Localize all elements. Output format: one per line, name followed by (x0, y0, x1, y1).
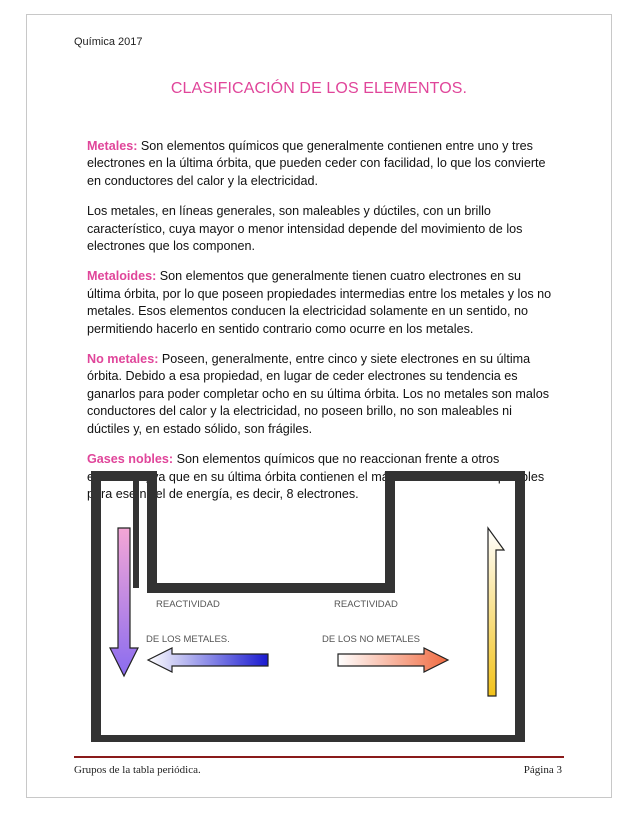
term-metales: Metales: (87, 139, 138, 153)
left-label-2: DE LOS METALES. (146, 634, 230, 645)
footer-left-text: Grupos de la tabla periódica. (74, 764, 201, 776)
nonmetals-arrow (338, 648, 448, 672)
paragraph-metales-2 (87, 203, 555, 255)
page-header: Química 2017 (74, 36, 143, 48)
paragraph-text: Los metales, en líneas generales, son maleables y dúctiles, con un brillo característico, cuya mayor o menor intensidad depende del movimiento de los electrones que los componen. (87, 204, 523, 254)
paragraph-text: Son elementos químicos que no reaccionan frente a otros elementos, ya que en su última órbita contienen el máximo de electrones posibles para ese nivel de energía, es decir, 8 electrones. (87, 452, 545, 501)
right-label-2: DE LOS NO METALES (322, 634, 421, 645)
term-no-metales: No metales: (87, 352, 159, 367)
term-gases-nobles: Gases nobles: (87, 452, 174, 467)
paragraph-text: Son elementos químicos que generalmente contienen entre uno y tres electrones en la última órbita, que pueden ceder con facilidad, lo que los convierte en conductores del calor y la electricidad. (87, 139, 546, 188)
page-title: CLASIFICACIÓN DE LOS ELEMENTOS. (170, 80, 468, 97)
body-content (87, 138, 555, 516)
footer-rule (74, 756, 564, 758)
paragraph-metales (87, 138, 555, 190)
reactivity-diagram (90, 470, 560, 742)
metals-arrow (148, 648, 268, 672)
left-label-1: REACTIVIDAD (156, 599, 220, 610)
paragraph-no-metales (87, 351, 555, 438)
right-label-1: REACTIVIDAD (334, 599, 398, 610)
term-metaloides: Metaloides: (87, 269, 157, 284)
paragraph-metaloides (87, 268, 555, 338)
paragraph-text: Poseen, generalmente, entre cinco y siete electrones en su última órbita. Debido a esa propiedad, en lugar de ceder electrones su tendencia es ganarlos para poder completar ocho en su última órbita. Los no metales son malos conductores del calor y la electricidad, no poseen brillo, no son maleables ni dúctiles y, en estado sólido, son frágiles. (87, 352, 550, 436)
page-number: Página 3 (523, 764, 562, 776)
paragraph-text: Son elementos que generalmente tienen cuatro electrones en su última órbita, por lo que poseen propiedades intermedias entre los metales y los no metales. Esos elementos conducen la electricidad solamente en un sentido, no permitiendo hacerlo en sentido contrario como ocurre en los metales. (87, 269, 552, 336)
